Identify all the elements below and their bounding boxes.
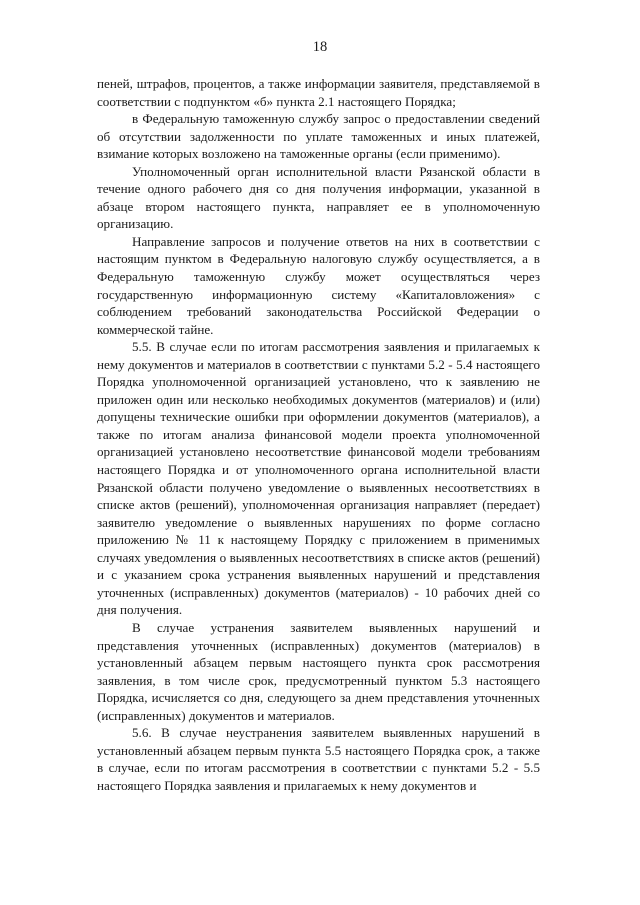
paragraph-authority-forwarding: Уполномоченный орган исполнительной власти Рязанской области в течение одного рабочего дня со дня получения информации, указанной в абзаце втором настоящего пункта, направляет ее в уполномоченную организацию. — [97, 163, 540, 232]
paragraph-continuation: пеней, штрафов, процентов, а также информации заявителя, представляемой в соответствии с подпунктом «б» пункта 2.1 настоящего Порядка; — [97, 76, 540, 109]
paragraph-violations-remedied: В случае устранения заявителем выявленных нарушений и представления уточненных (исправленных) документов (материалов) в установленный абзацем первым настоящего пункта срок рассмотрения заявления, в том числе срок, предусмотренный пунктом 5.3 настоящего Порядка, исчисляется со дня, следующего за днем представления уточненных (исправленных) документов и материалов. — [97, 619, 540, 723]
paragraph-requests-exchange: Направление запросов и получение ответов на них в соответствии с настоящим пунктом в Федеральную налоговую службу осуществляется, а в Федеральную таможенную службу может осуществляться через государственную информационную систему «Капиталовложения» с соблюдением требований законодательства Российской Федерации о коммерческой тайне. — [97, 233, 540, 337]
paragraph-clause-5-5: 5.5. В случае если по итогам рассмотрения заявления и прилагаемых к нему документов и материалов в соответствии с пунктами 5.2 - 5.4 настоящего Порядка уполномоченной организацией установлено, что к заявлению не приложен один или несколько необходимых документов (материалов) и (или) допущены технические ошибки при оформлении документов (материалов), а также по итогам анализа финансовой модели проекта уполномоченной организацией установлено несоответствие финансовой модели требованиям настоящего Порядка и от уполномоченного органа исполнительной власти Рязанской области получено уведомление о выявленных несоответствиях в списке актов (решений), уполномоченная организация направляет (передает) заявителю уведомление о выявленных нарушениях по форме согласно приложению № 11 к настоящему Порядку с приложением в применимых случаях уведомления о выявленных несоответствиях в списке актов (решений) и с указанием срока устранения выявленных нарушений и представления уточненных (исправленных) документов (материалов) - 10 рабочих дней со дня получения. — [97, 339, 540, 618]
paragraph-customs-request: в Федеральную таможенную службу запрос о предоставлении сведений об отсутствии задолженности по уплате таможенных и иных платежей, взимание которых возложено на таможенные органы (если применимо). — [97, 111, 540, 162]
paragraph-clause-5-6: 5.6. В случае неустранения заявителем выявленных нарушений в установленный абзацем первым пункта 5.5 настоящего Порядка срок, а также в случае, если по итогам рассмотрения в соответствии с пунктами 5.2 - 5.5 настоящего Порядка заявления и прилагаемых к нему документов и — [97, 725, 540, 793]
document-body — [97, 75, 540, 794]
page-number: 18 — [312, 39, 328, 55]
